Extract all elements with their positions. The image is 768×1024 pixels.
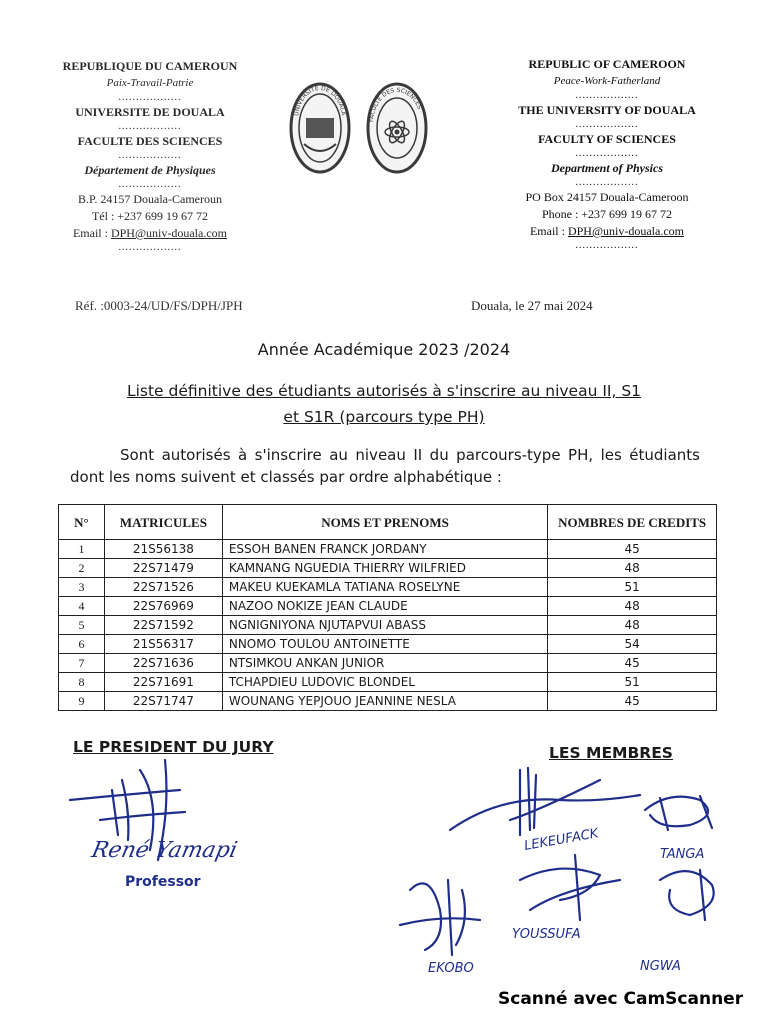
row-credits: 45 <box>548 540 717 559</box>
separator: .................. <box>118 179 182 190</box>
member-name-3: YOUSSUFA <box>512 927 581 942</box>
row-name: NGNIGNIYONA NJUTAPVUI ABASS <box>222 616 547 635</box>
department-fr: Département de Physiques <box>84 163 216 177</box>
member-signature-4 <box>520 855 620 920</box>
row-credits: 48 <box>548 559 717 578</box>
scanner-watermark: Scanné avec CamScanner <box>498 989 744 1009</box>
motto-fr: Paix-Travail-Patrie <box>106 77 194 89</box>
separator: .................. <box>575 148 639 159</box>
table-row <box>59 578 717 597</box>
motto-en: Peace-Work-Fatherland <box>553 75 661 87</box>
row-number: 2 <box>59 559 105 578</box>
row-credits: 45 <box>548 692 717 711</box>
row-matricule: 21S56317 <box>104 635 222 654</box>
row-name: TCHAPDIEU LUDOVIC BLONDEL <box>222 673 547 692</box>
email-row-en <box>482 223 732 240</box>
row-matricule: 21S56138 <box>104 540 222 559</box>
separator: .................. <box>118 150 182 161</box>
table-row <box>59 597 717 616</box>
row-matricule: 22S76969 <box>104 597 222 616</box>
row-credits: 51 <box>548 673 717 692</box>
address-en: PO Box 24157 Douala-Cameroon <box>525 190 689 204</box>
separator: .................. <box>118 121 182 132</box>
row-name: NTSIMKOU ANKAN JUNIOR <box>222 654 547 673</box>
row-number: 9 <box>59 692 105 711</box>
header-english <box>482 56 732 252</box>
header-matricule: MATRICULES <box>104 505 222 540</box>
row-name: NNOMO TOULOU ANTOINETTE <box>222 635 547 654</box>
faculty-fr: FACULTE DES SCIENCES <box>77 134 223 148</box>
intro-paragraph: Sont autorisés à s'inscrire au niveau II du parcours-type PH, les étudiants dont les noms suivent et classés par ordre alphabétique : <box>70 446 700 486</box>
faculty-en: FACULTY OF SCIENCES <box>538 132 676 146</box>
university-seal-icon <box>288 80 352 176</box>
row-number: 1 <box>59 540 105 559</box>
row-credits: 45 <box>548 654 717 673</box>
row-matricule: 22S71636 <box>104 654 222 673</box>
president-title: Professor <box>125 874 201 890</box>
row-name: WOUNANG YEPJOUO JEANNINE NESLA <box>222 692 547 711</box>
document-date: Douala, le 27 mai 2024 <box>471 298 593 313</box>
table-row <box>59 635 717 654</box>
member-signature-3 <box>400 880 480 955</box>
email-label-fr: Email : <box>72 226 111 240</box>
title-line-1: Liste définitive des étudiants autorisés à s'inscrire au niveau II, S1 <box>126 382 642 400</box>
row-matricule: 22S71691 <box>104 673 222 692</box>
reference-number: Réf. :0003-24/UD/FS/DPH/JPH <box>75 298 243 313</box>
row-credits: 51 <box>548 578 717 597</box>
row-number: 4 <box>59 597 105 616</box>
phone-fr: Tél : +237 699 19 67 72 <box>91 209 209 223</box>
table-row <box>59 654 717 673</box>
row-number: 5 <box>59 616 105 635</box>
table-row <box>59 673 717 692</box>
row-name: MAKEU KUEKAMLA TATIANA ROSELYNE <box>222 578 547 597</box>
member-name-1: LEKEUFACK <box>523 826 600 854</box>
seal-left-text: UNIVERSITE DE DOUALA <box>293 84 347 117</box>
students-table <box>58 504 717 711</box>
university-en: THE UNIVERSITY OF DOUALA <box>518 103 696 117</box>
header-french <box>40 58 260 254</box>
title-line-2: et S1R (parcours type PH) <box>283 408 485 426</box>
member-signature-5 <box>660 870 714 920</box>
row-name: KAMNANG NGUEDIA THIERRY WILFRIED <box>222 559 547 578</box>
email-row-fr <box>40 225 260 242</box>
president-name: René Yamapi <box>89 838 240 863</box>
table-row <box>59 616 717 635</box>
row-matricule: 22S71747 <box>104 692 222 711</box>
separator: .................. <box>118 242 182 253</box>
row-number: 3 <box>59 578 105 597</box>
phone-en: Phone : +237 699 19 67 72 <box>541 207 673 221</box>
faculty-seal-icon <box>365 80 429 176</box>
row-matricule: 22S71592 <box>104 616 222 635</box>
separator: .................. <box>575 240 639 251</box>
signatures-drawing <box>0 740 768 990</box>
member-name-4: EKOBO <box>428 961 474 976</box>
document-title <box>60 378 708 430</box>
university-fr: UNIVERSITE DE DOUALA <box>75 105 225 119</box>
header-name: NOMS ET PRENOMS <box>222 505 547 540</box>
email-label-en: Email : <box>529 224 568 238</box>
header-credits: NOMBRES DE CREDITS <box>548 505 717 540</box>
country-fr: REPUBLIQUE DU CAMEROUN <box>62 59 238 73</box>
jury-members-label: LES MEMBRES <box>549 744 673 762</box>
row-credits: 48 <box>548 616 717 635</box>
separator: .................. <box>575 177 639 188</box>
row-credits: 48 <box>548 597 717 616</box>
member-signature-2 <box>645 796 712 830</box>
row-number: 7 <box>59 654 105 673</box>
member-name-2: TANGA <box>660 847 705 862</box>
jury-president-label: LE PRESIDENT DU JURY <box>73 738 274 756</box>
department-en: Department of Physics <box>551 161 663 175</box>
row-number: 6 <box>59 635 105 654</box>
header-number: N° <box>59 505 105 540</box>
academic-year: Année Académique 2023 /2024 <box>257 340 511 359</box>
row-name: ESSOH BANEN FRANCK JORDANY <box>222 540 547 559</box>
email-link-fr[interactable]: DPH@univ-douala.com <box>110 226 228 240</box>
separator: .................. <box>575 90 639 101</box>
country-en: REPUBLIC OF CAMEROON <box>528 57 686 71</box>
row-name: NAZOO NOKIZE JEAN CLAUDE <box>222 597 547 616</box>
separator: .................. <box>575 119 639 130</box>
row-matricule: 22S71479 <box>104 559 222 578</box>
address-fr: B.P. 24157 Douala-Cameroun <box>78 192 222 206</box>
table-row <box>59 540 717 559</box>
row-number: 8 <box>59 673 105 692</box>
row-credits: 54 <box>548 635 717 654</box>
table-row <box>59 692 717 711</box>
table-header-row <box>59 505 717 540</box>
seal-right-text: FACULTE DES SCIENCES <box>368 86 424 123</box>
member-name-5: NGWA <box>640 959 681 974</box>
email-link-en[interactable]: DPH@univ-douala.com <box>567 224 685 238</box>
member-signature-1 <box>450 768 640 835</box>
row-matricule: 22S71526 <box>104 578 222 597</box>
separator: .................. <box>118 92 182 103</box>
table-row <box>59 559 717 578</box>
